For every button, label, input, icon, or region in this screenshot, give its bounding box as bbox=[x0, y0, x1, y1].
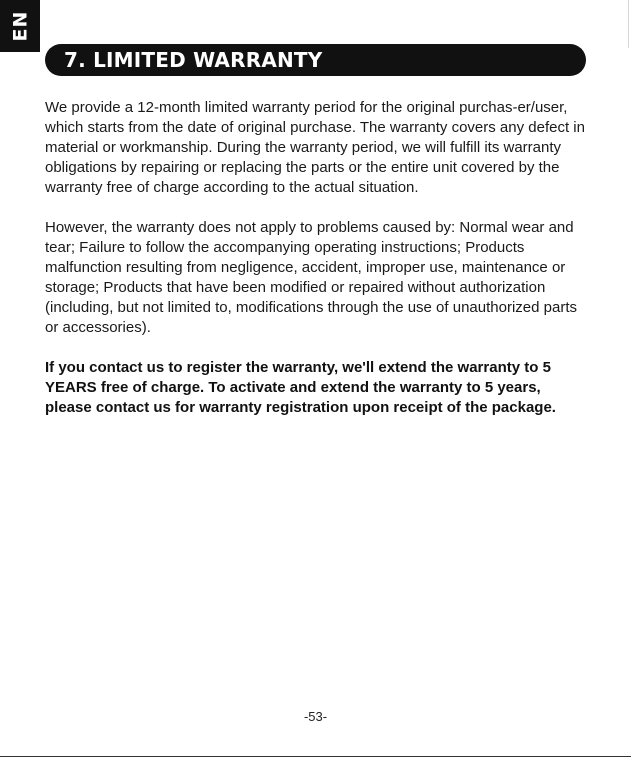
right-edge-rule bbox=[628, 0, 629, 48]
language-tab bbox=[0, 0, 40, 52]
section-title: 7. LIMITED WARRANTY bbox=[64, 48, 323, 72]
warranty-extension-paragraph: If you contact us to register the warranty, we'll extend the warranty to 5 YEARS free of charge. To activate and extend the warranty to 5 years, please contact us for warranty registration upon receipt of the package. bbox=[45, 359, 556, 416]
warranty-content bbox=[45, 98, 590, 438]
language-label: EN bbox=[8, 10, 31, 42]
page-number: -53- bbox=[303, 709, 328, 724]
warranty-exclusions-paragraph: However, the warranty does not apply to problems caused by: Normal wear and tear; Failure to follow the accompanying operating instructions; Products malfunction resulting from negligence, accident, improper use, maintenance or storage; Products that have been modified or repaired without authorization (including, but not limited to, modifications through the use of unauthorized parts or accessories). bbox=[45, 219, 577, 336]
warranty-period-paragraph: We provide a 12-month limited warranty period for the original purchas-er/user, which starts from the date of original purchase. The warranty covers any defect in material or workmanship. During the warranty period, we will fulfill its warranty obligations by repairing or replacing the parts or the entire unit covered by the warranty free of charge according to the actual situation. bbox=[45, 99, 585, 196]
section-title-bar bbox=[45, 44, 586, 76]
